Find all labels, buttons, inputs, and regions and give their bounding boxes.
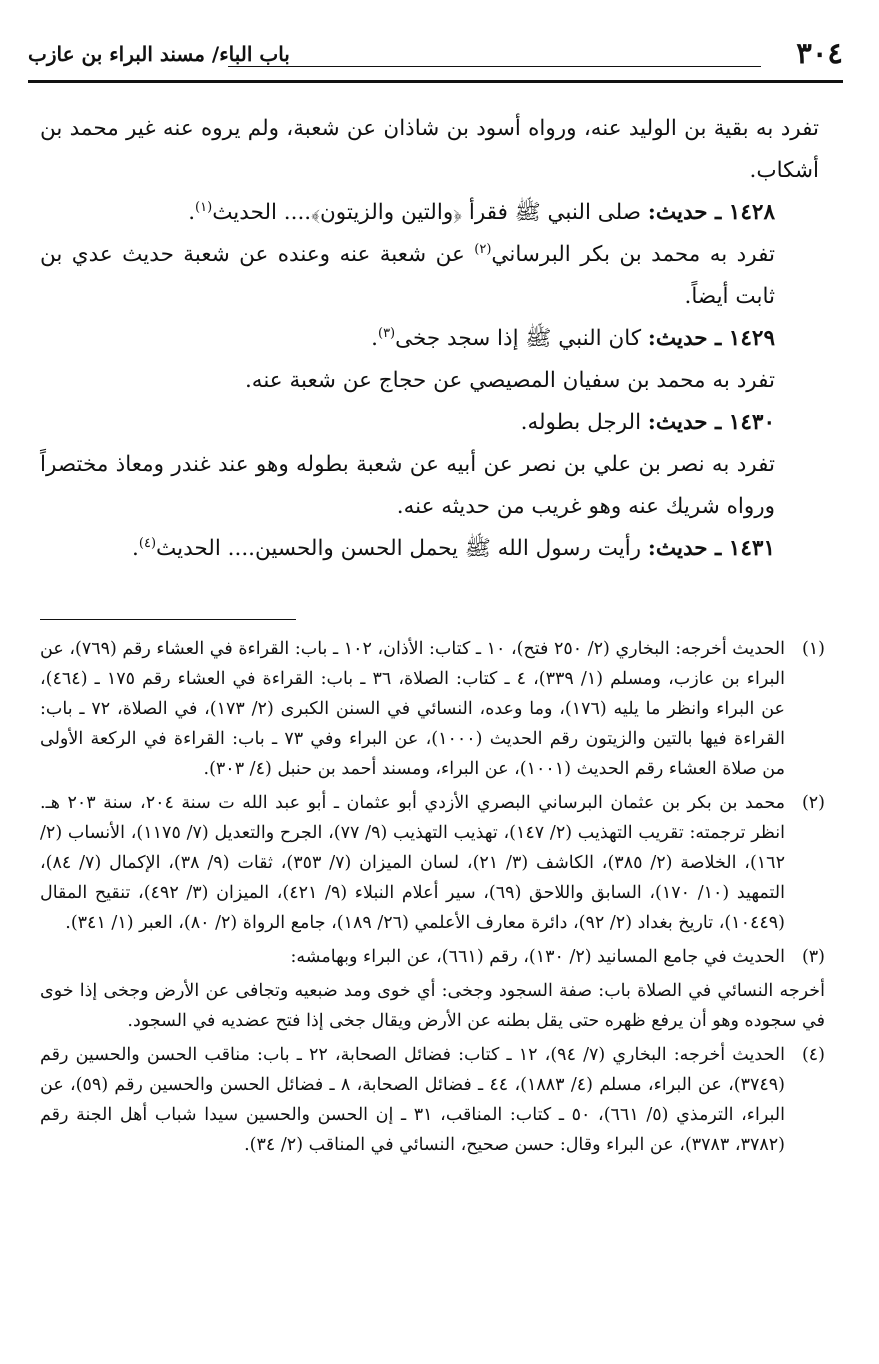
hadith-1428: ١٤٢٨ ـ حديث: صلى النبي ﷺ فقرأ ﴿والتين والزيتون﴾.... الحديث$^{(١)}$.: [188, 199, 775, 225]
footnote: [40, 634, 825, 784]
paragraph-text: تفرد به محمد بن بكر البرساني: [491, 242, 775, 267]
footnote: [40, 942, 825, 972]
hadith-text: صلى النبي ﷺ فقرأ ﴿والتين والزيتون﴾.... الحديث: [212, 200, 642, 225]
header-rule-thick: [28, 80, 843, 83]
footnote-text: أخرجه النسائي في الصلاة باب: صفة السجود وجخى: أي خوى ومد ضبعيه وتجافى عن الأرض وجخى إذا خوى في سجوده وهو أن يرفع ظهره حتى يقل بطنه عن الأرض ويقال جخى إذا فتح عضديه في السجود.: [40, 981, 825, 1031]
paragraph: تفرد به محمد بن سفيان المصيصي عن حجاج عن شعبة عنه.: [244, 368, 775, 393]
footnote-number: (٤): [801, 1045, 825, 1065]
footnote-continuation: [40, 976, 825, 1036]
main-text: [40, 108, 819, 570]
footnote-ref[interactable]: (٣): [377, 325, 396, 341]
paragraph: تفرد به نصر بن علي بن نصر عن أبيه عن شعبة بطوله وهو عند غندر ومعاذ مختصراً ورواه شريك عنه وهو غريب من حديثه عنه.: [40, 452, 775, 519]
hadith-label: ١٤٣٠ ـ حديث:: [647, 410, 775, 435]
footnote-separator: [40, 619, 296, 620]
paragraph: تفرد به بقية بن الوليد عنه، ورواه أسود بن شاذان عن شعبة، ولم يروه عنه غير محمد بن أشكاب.: [40, 116, 819, 183]
footnotes: [40, 634, 825, 1164]
footnote-number: (٣): [801, 947, 825, 967]
paragraph: [40, 234, 819, 318]
hadith-text: الرجل بطوله.: [520, 410, 642, 435]
footnote: [40, 1040, 825, 1160]
footnote: [40, 788, 825, 938]
footnote-text: الحديث أخرجه: البخاري (٧/ ٩٤)، ١٢ ـ كتاب: فضائل الصحابة، ٢٢ ـ باب: مناقب الحسن والحسين رقم (٣٧٤٩)، عن البراء، مسلم (٤/ ١٨٨٣)، ٤٤ ـ فضائل الصحابة، ٨ ـ فضائل الحسن والحسين رقم (٥٩)، عن البراء، الترمذي (٥/ ٦٦١)، ٥٠ ـ كتاب: المناقب، ٣١ ـ إن الحسن والحسين سيدا شباب أهل الجنة رقم (٣٧٨٢، ٣٧٨٣)، عن البراء وقال: حسن صحيح، النسائي في المناقب (٢/ ٣٤).: [40, 1045, 786, 1155]
hadith-text: رأيت رسول الله ﷺ يحمل الحسن والحسين.... الحديث: [156, 536, 642, 561]
running-title: باب الباء/ مسند البراء بن عازب: [28, 42, 290, 66]
paragraph-text: عن شعبة عنه وعنده عن شعبة حديث عدي بن ثابت أيضاً.: [40, 242, 775, 309]
hadith-1431: ١٤٣١ ـ حديث: رأيت رسول الله ﷺ يحمل الحسن والحسين.... الحديث$^{(٤)}$.: [132, 535, 775, 561]
footnote-text: الحديث في جامع المسانيد (٢/ ١٣٠)، رقم (٦٦١)، عن البراء وبهامشه:: [290, 947, 785, 967]
hadith-text: كان النبي ﷺ إذا سجد جخى: [395, 326, 642, 351]
hadith-label: ١٤٢٩ ـ حديث:: [647, 326, 775, 351]
footnote-ref[interactable]: (٢): [474, 241, 492, 257]
hadith-label: ١٤٢٨ ـ حديث:: [647, 200, 775, 225]
hadith-label: ١٤٣١ ـ حديث:: [647, 536, 775, 561]
footnote-ref[interactable]: (١): [195, 199, 213, 215]
footnote-text: الحديث أخرجه: البخاري (٢/ ٢٥٠ فتح)، ١٠ ـ كتاب: الأذان، ١٠٢ ـ باب: القراءة في العشاء رقم (٧٦٩)، عن البراء بن عازب، ومسلم (١/ ٣٣٩)، ٤ ـ كتاب: الصلاة، ٣٦ ـ باب: القراءة في العشاء رقم ١٧٥ ـ (٤٦٤)، عن البراء وانظر ما يليه (١٧٦)، وما وعده، النسائي في السنن الكبرى (٢/ ١٧٣)، في الصلاة، ٧٢ ـ باب: القراءة فيها بالتين والزيتون رقم الحديث (١٠٠٠)، عن البراء وفي ٧٣ ـ باب: القراءة في الركعة الأولى من صلاة العشاء رقم الحديث (١٠٠١)، عن البراء، ومسند أحمد بن حنبل (٤/ ٣٠٣).: [40, 639, 785, 779]
header-rule-thin: [228, 66, 761, 67]
footnote-text: محمد بن بكر بن عثمان البرساني البصري الأزدي أبو عثمان ـ أبو عبد الله ت سنة ٢٠٤، سنة ٢٠٣ هـ. انظر ترجمته: تقريب التهذيب (٢/ ١٤٧)، تهذيب التهذيب (٩/ ٧٧)، الجرح والتعديل (٧/ ١١٧٥)، الأنساب (٢/ ١٦٢)، الخلاصة (٢/ ٣٨٥)، الكاشف (٣/ ٢١)، لسان الميزان (٧/ ٣٥٣)، ثقات (٩/ ٣٨)، الإكمال (٧/ ٨٤)، التمهيد (١٠/ ١٧٠)، السابق واللاحق (٦٩)، سير أعلام النبلاء (٩/ ٤٢١)، الميزان (٣/ ٤٩٢)، تنقيح المقال (١٠٤٤٩)، تاريخ بغداد (٢/ ٩٢)، دائرة معارف الأعلمي (٢٦/ ١٨٩)، جامع الرواة (٢/ ٨٠)، العبر (١/ ٣٤١).: [40, 793, 786, 933]
footnote-ref[interactable]: (٤): [138, 535, 157, 551]
footnote-number: (٢): [801, 793, 825, 813]
page-number: ٣٠٤: [796, 36, 843, 70]
page-header: [28, 30, 843, 82]
footnote-number: (١): [801, 639, 825, 659]
hadith-1430: [40, 402, 819, 444]
hadith-1429: ١٤٢٩ ـ حديث: كان النبي ﷺ إذا سجد جخى$^{(٣)}$.: [371, 325, 775, 351]
